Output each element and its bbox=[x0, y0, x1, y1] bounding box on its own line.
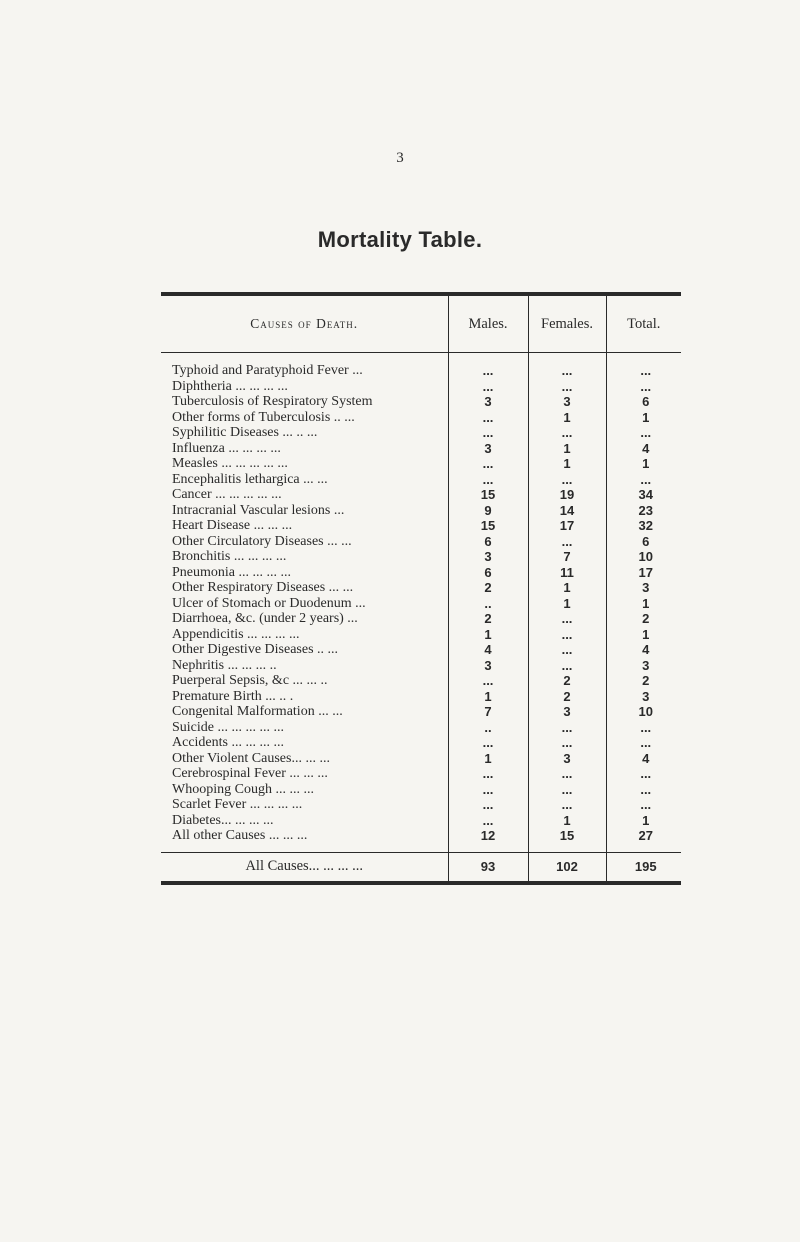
females-cell: ... bbox=[528, 720, 606, 736]
males-cell: ... bbox=[448, 766, 528, 782]
total-cell: ... bbox=[606, 797, 681, 813]
table-row bbox=[161, 441, 681, 457]
total-cell: 10 bbox=[606, 704, 681, 720]
cause-cell: Other Digestive Diseases .. ... bbox=[172, 642, 339, 657]
females-cell: 15 bbox=[528, 828, 606, 852]
totals-females: 102 bbox=[528, 852, 606, 883]
females-cell: ... bbox=[528, 472, 606, 488]
females-cell: ... bbox=[528, 627, 606, 643]
females-cell: 2 bbox=[528, 689, 606, 705]
table-row bbox=[161, 828, 681, 852]
females-cell: 1 bbox=[528, 596, 606, 612]
females-cell: ... bbox=[528, 611, 606, 627]
table-row bbox=[161, 565, 681, 581]
cause-cell: Diabetes... ... ... ... bbox=[172, 812, 274, 828]
cause-cell: Premature Birth ... .. . bbox=[172, 688, 294, 704]
males-cell: ... bbox=[448, 379, 528, 395]
females-cell: 1 bbox=[528, 441, 606, 457]
total-cell: 23 bbox=[606, 503, 681, 519]
cause-cell: Whooping Cough ... ... ... bbox=[172, 781, 314, 797]
cause-cell: Typhoid and Paratyphoid Fever ... bbox=[172, 363, 363, 378]
females-cell: ... bbox=[528, 782, 606, 798]
females-cell: 2 bbox=[528, 673, 606, 689]
total-cell: 3 bbox=[606, 658, 681, 674]
table-row bbox=[161, 534, 681, 550]
females-cell: ... bbox=[528, 735, 606, 751]
table-row bbox=[161, 353, 681, 379]
table-row bbox=[161, 673, 681, 689]
total-cell: ... bbox=[606, 353, 681, 379]
page-title: Mortality Table. bbox=[317, 227, 483, 252]
females-cell: ... bbox=[528, 658, 606, 674]
totals-label: All Causes... ... ... ... bbox=[161, 852, 448, 883]
total-cell: 3 bbox=[606, 689, 681, 705]
cause-cell: Suicide ... ... ... ... ... bbox=[172, 719, 284, 735]
males-cell: 6 bbox=[448, 565, 528, 581]
cause-cell: Scarlet Fever ... ... ... ... bbox=[172, 797, 303, 812]
header-causes: Causes of Death. bbox=[161, 294, 448, 353]
cause-cell: Intracranial Vascular lesions ... bbox=[172, 502, 345, 518]
females-cell: 3 bbox=[528, 751, 606, 767]
males-cell: 4 bbox=[448, 642, 528, 658]
table-row bbox=[161, 518, 681, 534]
cause-cell: Nephritis ... ... ... .. bbox=[172, 657, 277, 673]
table-row bbox=[161, 394, 681, 410]
females-cell: 17 bbox=[528, 518, 606, 534]
table-row bbox=[161, 797, 681, 813]
males-cell: ... bbox=[448, 353, 528, 379]
males-cell: 6 bbox=[448, 534, 528, 550]
females-cell: ... bbox=[528, 353, 606, 379]
total-cell: 4 bbox=[606, 642, 681, 658]
total-cell: 2 bbox=[606, 611, 681, 627]
cause-cell: Encephalitis lethargica ... ... bbox=[172, 471, 328, 487]
table-row bbox=[161, 549, 681, 565]
cause-cell: Tuberculosis of Respiratory System bbox=[172, 394, 373, 409]
males-cell: ... bbox=[448, 797, 528, 813]
males-cell: ... bbox=[448, 782, 528, 798]
table-row bbox=[161, 813, 681, 829]
females-cell: 19 bbox=[528, 487, 606, 503]
header-males: Males. bbox=[448, 294, 528, 353]
table-row bbox=[161, 456, 681, 472]
table-row bbox=[161, 689, 681, 705]
cause-cell: Pneumonia ... ... ... ... bbox=[172, 564, 291, 580]
males-cell: 3 bbox=[448, 394, 528, 410]
totals-row bbox=[161, 852, 681, 883]
table-row bbox=[161, 720, 681, 736]
cause-cell: Other Circulatory Diseases ... ... bbox=[172, 533, 352, 549]
females-cell: ... bbox=[528, 534, 606, 550]
total-cell: ... bbox=[606, 782, 681, 798]
males-cell: 12 bbox=[448, 828, 528, 852]
males-cell: .. bbox=[448, 596, 528, 612]
males-cell: ... bbox=[448, 472, 528, 488]
mortality-table bbox=[161, 292, 681, 885]
cause-cell: Other Violent Causes... ... ... bbox=[172, 750, 330, 766]
total-cell: ... bbox=[606, 720, 681, 736]
males-cell: 15 bbox=[448, 518, 528, 534]
table-row bbox=[161, 410, 681, 426]
table-header-row bbox=[161, 294, 681, 353]
cause-cell: Other forms of Tuberculosis .. ... bbox=[172, 409, 355, 425]
females-cell: ... bbox=[528, 425, 606, 441]
table-row bbox=[161, 627, 681, 643]
females-cell: 7 bbox=[528, 549, 606, 565]
males-cell: 2 bbox=[448, 611, 528, 627]
total-cell: 1 bbox=[606, 596, 681, 612]
total-cell: 10 bbox=[606, 549, 681, 565]
cause-cell: Congenital Malformation ... ... bbox=[172, 704, 343, 719]
total-cell: 6 bbox=[606, 534, 681, 550]
cause-cell: Bronchitis ... ... ... ... bbox=[172, 549, 287, 564]
cause-cell: Other Respiratory Diseases ... ... bbox=[172, 580, 354, 595]
total-cell: 32 bbox=[606, 518, 681, 534]
males-cell: ... bbox=[448, 425, 528, 441]
males-cell: 1 bbox=[448, 627, 528, 643]
totals-males: 93 bbox=[448, 852, 528, 883]
females-cell: 1 bbox=[528, 580, 606, 596]
males-cell: 2 bbox=[448, 580, 528, 596]
cause-cell: All other Causes ... ... ... bbox=[172, 828, 308, 843]
females-cell: 1 bbox=[528, 813, 606, 829]
males-cell: 1 bbox=[448, 751, 528, 767]
table-row bbox=[161, 487, 681, 503]
total-cell: 17 bbox=[606, 565, 681, 581]
males-cell: ... bbox=[448, 813, 528, 829]
total-cell: 1 bbox=[606, 627, 681, 643]
table-row bbox=[161, 379, 681, 395]
table-row bbox=[161, 642, 681, 658]
table-row bbox=[161, 425, 681, 441]
females-cell: ... bbox=[528, 642, 606, 658]
males-cell: ... bbox=[448, 456, 528, 472]
total-cell: 3 bbox=[606, 580, 681, 596]
cause-cell: Influenza ... ... ... ... bbox=[172, 440, 281, 456]
females-cell: 1 bbox=[528, 456, 606, 472]
females-cell: 14 bbox=[528, 503, 606, 519]
total-cell: ... bbox=[606, 379, 681, 395]
cause-cell: Cerebrospinal Fever ... ... ... bbox=[172, 766, 328, 781]
total-cell: 6 bbox=[606, 394, 681, 410]
cause-cell: Appendicitis ... ... ... ... bbox=[172, 626, 300, 642]
males-cell: ... bbox=[448, 673, 528, 689]
females-cell: 3 bbox=[528, 704, 606, 720]
total-cell: 1 bbox=[606, 456, 681, 472]
table-row bbox=[161, 611, 681, 627]
cause-cell: Diphtheria ... ... ... ... bbox=[172, 378, 288, 394]
males-cell: 1 bbox=[448, 689, 528, 705]
cause-cell: Cancer ... ... ... ... ... bbox=[172, 487, 282, 502]
females-cell: ... bbox=[528, 379, 606, 395]
total-cell: 4 bbox=[606, 441, 681, 457]
total-cell: 27 bbox=[606, 828, 681, 852]
table-row bbox=[161, 704, 681, 720]
cause-cell: Syphilitic Diseases ... .. ... bbox=[172, 425, 318, 440]
females-cell: 11 bbox=[528, 565, 606, 581]
header-females: Females. bbox=[528, 294, 606, 353]
males-cell: 3 bbox=[448, 441, 528, 457]
total-cell: ... bbox=[606, 766, 681, 782]
cause-cell: Measles ... ... ... ... ... bbox=[172, 456, 288, 471]
males-cell: ... bbox=[448, 735, 528, 751]
table-row bbox=[161, 751, 681, 767]
males-cell: 3 bbox=[448, 658, 528, 674]
males-cell: 7 bbox=[448, 704, 528, 720]
females-cell: ... bbox=[528, 766, 606, 782]
total-cell: 1 bbox=[606, 813, 681, 829]
cause-cell: Accidents ... ... ... ... bbox=[172, 735, 284, 750]
header-total: Total. bbox=[606, 294, 681, 353]
totals-total: 195 bbox=[606, 852, 681, 883]
total-cell: 4 bbox=[606, 751, 681, 767]
males-cell: 9 bbox=[448, 503, 528, 519]
table-row bbox=[161, 503, 681, 519]
females-cell: 3 bbox=[528, 394, 606, 410]
cause-cell: Puerperal Sepsis, &c ... ... .. bbox=[172, 673, 328, 688]
page-number: 3 bbox=[396, 150, 404, 166]
table-row bbox=[161, 580, 681, 596]
total-cell: ... bbox=[606, 735, 681, 751]
table-row bbox=[161, 782, 681, 798]
males-cell: 3 bbox=[448, 549, 528, 565]
cause-cell: Heart Disease ... ... ... bbox=[172, 518, 293, 533]
males-cell: ... bbox=[448, 410, 528, 426]
total-cell: ... bbox=[606, 472, 681, 488]
total-cell: ... bbox=[606, 425, 681, 441]
table-row bbox=[161, 766, 681, 782]
table-row bbox=[161, 735, 681, 751]
table-row bbox=[161, 472, 681, 488]
total-cell: 34 bbox=[606, 487, 681, 503]
females-cell: ... bbox=[528, 797, 606, 813]
cause-cell: Ulcer of Stomach or Duodenum ... bbox=[172, 595, 366, 611]
table-row bbox=[161, 658, 681, 674]
table-row bbox=[161, 596, 681, 612]
females-cell: 1 bbox=[528, 410, 606, 426]
cause-cell: Diarrhoea, &c. (under 2 years) ... bbox=[172, 611, 358, 626]
males-cell: .. bbox=[448, 720, 528, 736]
total-cell: 1 bbox=[606, 410, 681, 426]
total-cell: 2 bbox=[606, 673, 681, 689]
males-cell: 15 bbox=[448, 487, 528, 503]
